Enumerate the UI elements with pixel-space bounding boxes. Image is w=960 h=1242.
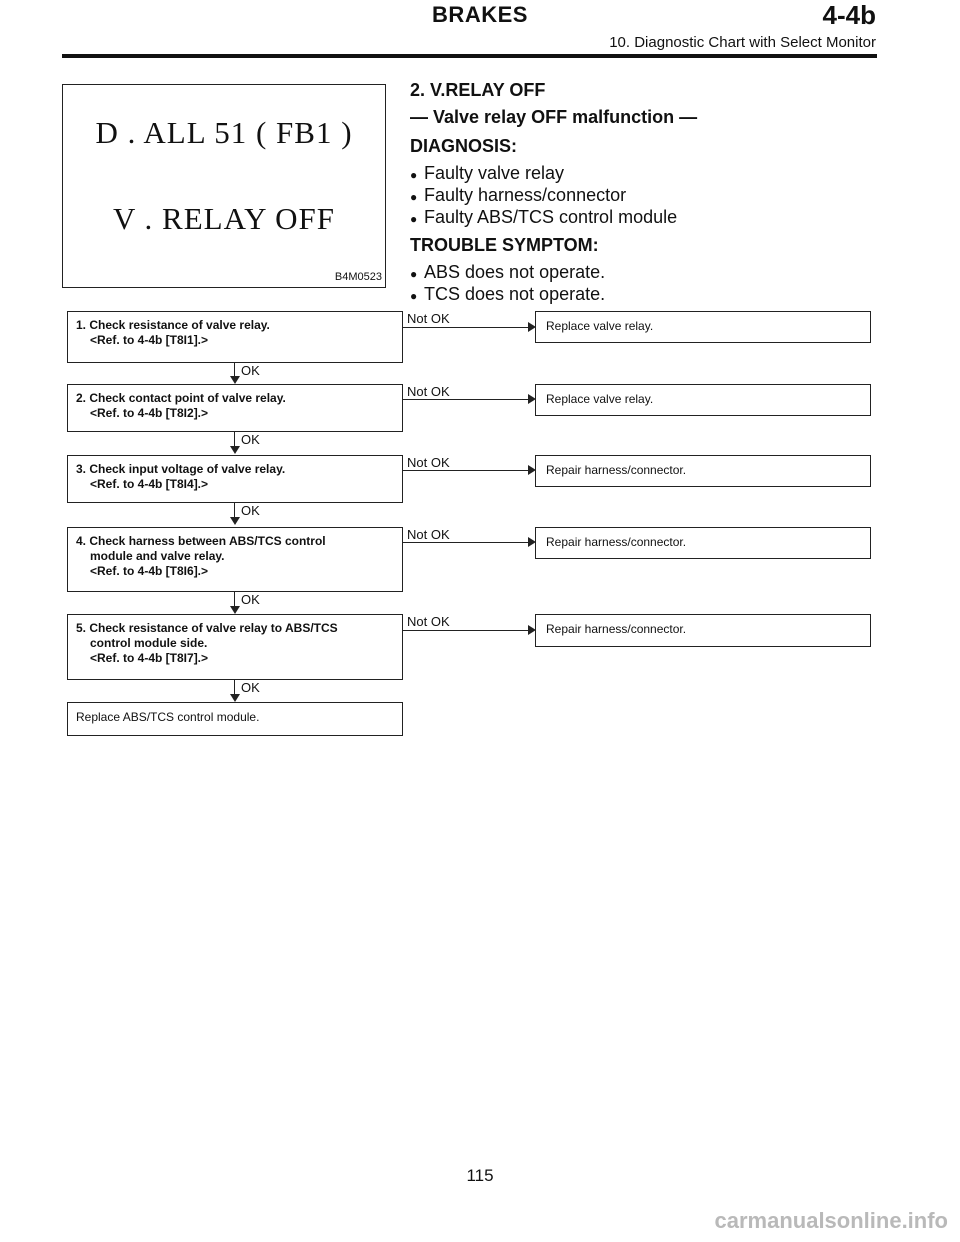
trouble-symptom-label: TROUBLE SYMPTOM: bbox=[410, 235, 599, 255]
section-number: 4-4b bbox=[822, 0, 876, 30]
select-monitor-display bbox=[62, 84, 386, 288]
arrow-down-icon bbox=[230, 694, 240, 702]
flow-result-1: Replace valve relay. bbox=[535, 311, 871, 343]
notok-connector bbox=[403, 542, 529, 543]
monitor-line-2: V . RELAY OFF bbox=[112, 201, 336, 236]
notok-connector bbox=[403, 470, 529, 471]
symptom-list bbox=[410, 262, 880, 306]
bullet-icon: ● bbox=[410, 190, 418, 204]
flow-step-2: 2. Check contact point of valve relay. <Ref. to 4-4b [T8I2].> bbox=[67, 384, 403, 432]
watermark: carmanualsonline.info bbox=[714, 1208, 948, 1233]
notok-connector bbox=[403, 327, 529, 328]
flow-result-2: Replace valve relay. bbox=[535, 384, 871, 416]
flow-result-5: Repair harness/connector. bbox=[535, 614, 871, 647]
notok-label: Not OK bbox=[407, 384, 450, 399]
arrow-down-icon bbox=[230, 517, 240, 525]
header-title: BRAKES bbox=[432, 2, 528, 27]
ok-label: OK bbox=[241, 680, 260, 695]
flow-step-1: 1. Check resistance of valve relay. <Ref. to 4-4b [T8I1].> bbox=[67, 311, 403, 363]
notok-connector bbox=[403, 399, 529, 400]
page-number: 115 bbox=[466, 1166, 494, 1185]
trouble-code-description: — Valve relay OFF malfunction — bbox=[410, 107, 698, 127]
flow-step-5: 5. Check resistance of valve relay to ABS/TCS control module side. <Ref. to 4-4b [T8I7].> bbox=[67, 614, 403, 680]
flow-step-4: 4. Check harness between ABS/TCS control module and valve relay. <Ref. to 4-4b [T8I6].> bbox=[67, 527, 403, 592]
info-block bbox=[410, 80, 880, 312]
list-item: ● Faulty ABS/TCS control module bbox=[410, 207, 678, 227]
list-item: ● Faulty harness/connector bbox=[410, 185, 627, 205]
notok-label: Not OK bbox=[407, 455, 450, 470]
notok-label: Not OK bbox=[407, 614, 450, 629]
bullet-icon: ● bbox=[410, 267, 418, 281]
diagnosis-list bbox=[410, 163, 880, 229]
flow-final-action: Replace ABS/TCS control module. bbox=[67, 702, 403, 736]
bullet-icon: ● bbox=[410, 168, 418, 182]
arrow-down-icon bbox=[230, 446, 240, 454]
bullet-icon: ● bbox=[410, 212, 418, 226]
ok-label: OK bbox=[241, 592, 260, 607]
monitor-line-1: D . ALL 51 ( FB1 ) bbox=[95, 115, 353, 150]
header-rule bbox=[62, 54, 877, 58]
arrow-down-icon bbox=[230, 606, 240, 614]
section-subtitle: 10. Diagnostic Chart with Select Monitor bbox=[609, 34, 876, 51]
list-item: ● TCS does not operate. bbox=[410, 284, 606, 304]
trouble-code-heading: 2. V.RELAY OFF bbox=[410, 80, 546, 100]
bullet-icon: ● bbox=[410, 289, 418, 303]
ok-label: OK bbox=[241, 432, 260, 447]
flow-result-3: Repair harness/connector. bbox=[535, 455, 871, 487]
notok-label: Not OK bbox=[407, 311, 450, 326]
figure-id: B4M0523 bbox=[334, 271, 382, 283]
list-item: ● Faulty valve relay bbox=[410, 163, 565, 183]
list-item: ● ABS does not operate. bbox=[410, 262, 606, 282]
ok-label: OK bbox=[241, 503, 260, 518]
arrow-down-icon bbox=[230, 376, 240, 384]
ok-label: OK bbox=[241, 363, 260, 378]
flow-result-4: Repair harness/connector. bbox=[535, 527, 871, 559]
diagnosis-label: DIAGNOSIS: bbox=[410, 136, 518, 156]
notok-connector bbox=[403, 630, 529, 631]
flow-step-3: 3. Check input voltage of valve relay. <Ref. to 4-4b [T8I4].> bbox=[67, 455, 403, 503]
notok-label: Not OK bbox=[407, 527, 450, 542]
